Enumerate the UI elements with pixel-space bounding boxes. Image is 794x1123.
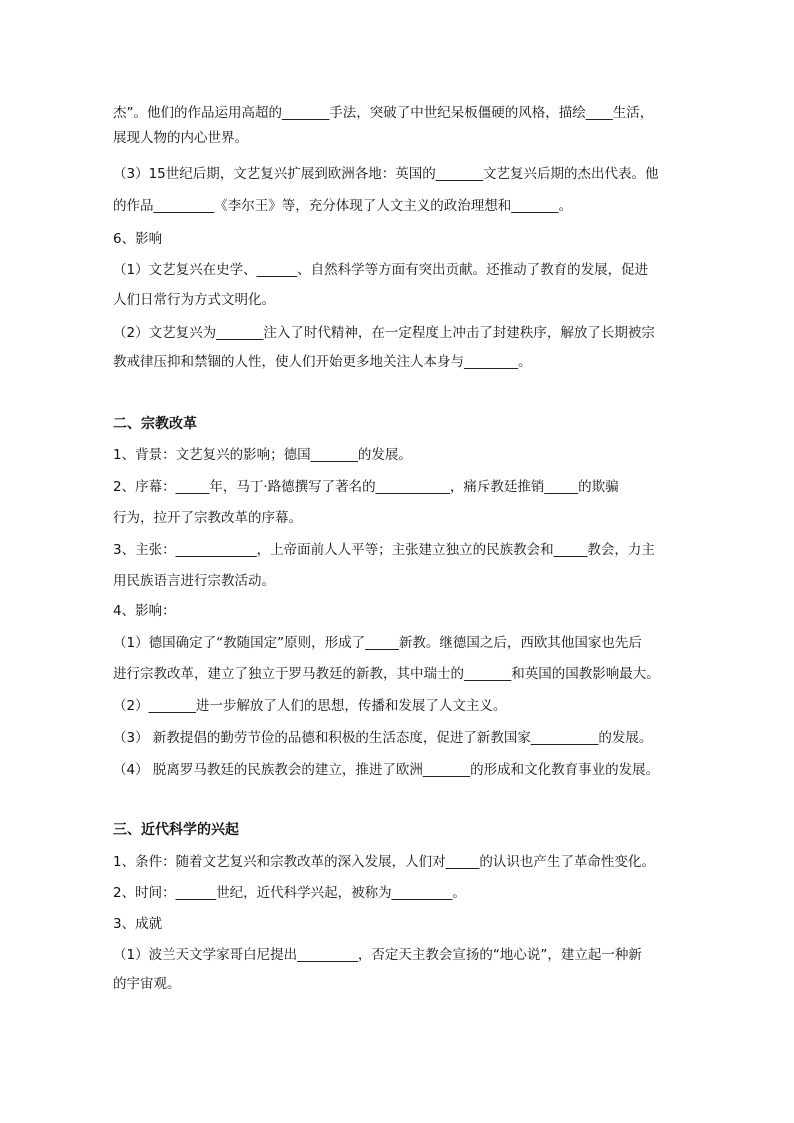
text-line: （1）文艺复兴在史学、______、自然科学等方面有突出贡献。还推动了教育的发展，促进 <box>113 262 649 278</box>
text-line: （1）德国确定了“教随国定”原则，形成了_____新教。继德国之后，西欧其他国家也先后 <box>113 635 642 651</box>
text-line: 教戒律压抑和禁锢的人性，使人们开始更多地关注人本身与________。 <box>113 354 532 370</box>
section-heading-science: 三、近代科学的兴起 <box>113 822 239 838</box>
text-line: 1、背景：文艺复兴的影响；德国_______的发展。 <box>113 447 412 463</box>
text-line: （2）文艺复兴为_______注入了时代精神，在一定程度上冲击了封建秩序，解放了长期被宗 <box>113 325 655 341</box>
text-line: 4、影响： <box>113 603 176 619</box>
text-line: 1、条件：随着文艺复兴和宗教改革的深入发展，人们对_____的认识也产生了革命性变化。 <box>113 854 655 870</box>
text-line: 的宇宙观。 <box>113 976 181 992</box>
text-line: 6、影响 <box>113 231 163 247</box>
text-line: （1）波兰天文学家哥白尼提出_________，否定天主教会宣扬的“地心说”，建立起一种新 <box>113 947 642 963</box>
text-line: 3、主张：____________，上帝面前人人平等；主张建立独立的民族教会和_____教会，力主 <box>113 542 655 558</box>
text-line: 的作品_________《李尔王》等，充分体现了人文主义的政治理想和_______。 <box>113 198 572 214</box>
text-line: 用民族语言进行宗教活动。 <box>113 573 275 589</box>
text-line: 人们日常行为方式文明化。 <box>113 292 275 308</box>
text-line: 2、时间：______世纪，近代科学兴起，被称为_________。 <box>113 885 466 901</box>
text-line: 行为，拉开了宗教改革的序幕。 <box>113 510 302 526</box>
text-line: 展现人物的内心世界。 <box>113 130 248 146</box>
section-heading-reformation: 二、宗教改革 <box>113 416 197 432</box>
text-line: （3）15世纪后期，文艺复兴扩展到欧洲各地：英国的_______文艺复兴后期的杰出代表。他 <box>113 166 659 182</box>
text-line: （2）_______进一步解放了人们的思想，传播和发展了人文主义。 <box>113 698 507 714</box>
text-line: 2、序幕：_____年，马丁·路德撰写了著名的___________，痛斥教廷推销_____的欺骗 <box>113 479 619 495</box>
text-line: （3） 新教提倡的勤劳节俭的品德和积极的生活态度，促进了新教国家__________的发展。 <box>113 730 653 746</box>
text-line: （4） 脱离罗马教廷的民族教会的建立，推进了欧洲_______的形成和文化教育事业的发展。 <box>113 762 660 778</box>
text-line: 进行宗教改革，建立了独立于罗马教廷的新教，其中瑞士的_______和英国的国教影响最大。 <box>113 666 660 682</box>
text-line: 3、成就 <box>113 916 163 932</box>
text-line: 杰”。他们的作品运用高超的_______手法，突破了中世纪呆板僵硬的风格，描绘____生活， <box>113 105 654 121</box>
